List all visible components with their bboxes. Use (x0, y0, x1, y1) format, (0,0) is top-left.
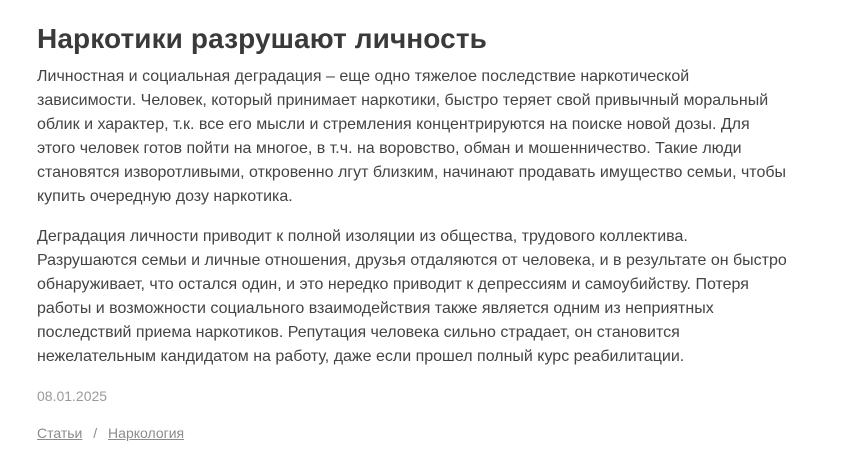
article-date: 08.01.2025 (37, 388, 108, 404)
breadcrumb-link-narcology[interactable]: Наркология (108, 425, 185, 441)
breadcrumb (37, 424, 842, 442)
article-body (37, 65, 787, 369)
article-paragraph: Деградация личности приводит к полной изоляции из общества, трудового коллектива. Разрушаются семьи и личные отношения, друзья отдаляются от человека, и в результате он быстро обнаруживает, что остался один, и это нередко приводит к депрессиям и самоубийству. Потеря работы и возможности социального взаимодействия также является одним из неприятных последствий приема наркотиков. Репутация человека сильно страдает, он становится нежелательным кандидатом на работу, даже если прошел полный курс реабилитации. (37, 228, 787, 365)
article-title: Наркотики разрушают личность (37, 23, 487, 54)
article-paragraph: Личностная и социальная деградация – еще одно тяжелое последствие наркотической зависимости. Человек, который принимает наркотики, быстро теряет свой привычный моральный облик и характер, т.к. все его мысли и стремления концентрируются на поиске новой дозы. Для этого человек готов пойти на многое, в т.ч. на воровство, обман и мошенничество. Такие люди становятся изворотливыми, откровенно лгут близким, начинают продавать имущество семьи, чтобы купить очередную дозу наркотика. (37, 68, 787, 205)
breadcrumb-separator: / (93, 425, 98, 441)
breadcrumb-link-articles[interactable]: Статьи (37, 425, 83, 441)
